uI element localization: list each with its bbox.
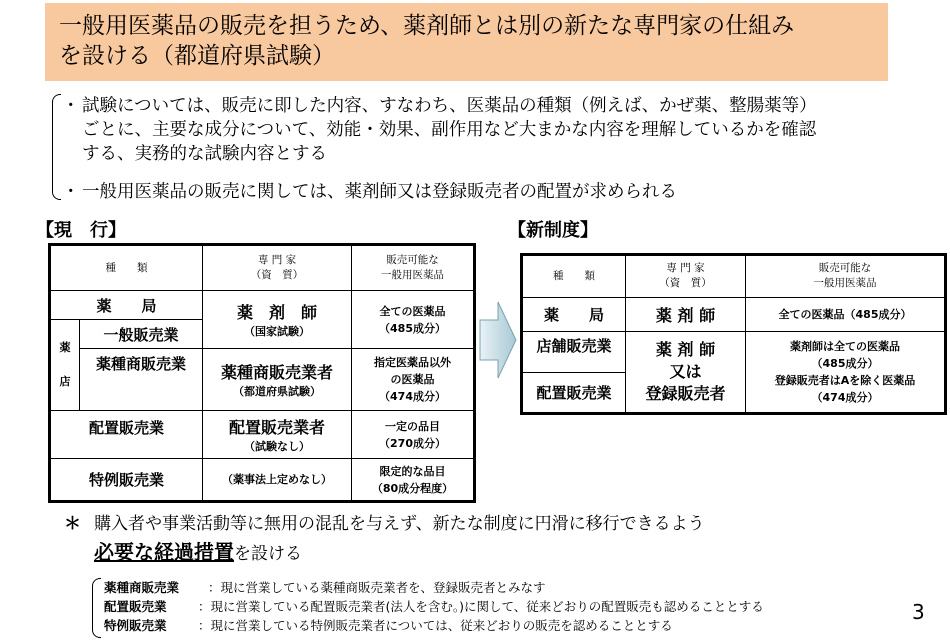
current-table <box>48 243 476 503</box>
transition-item: 薬種商販売業 ：現に営業している薬種商販売業者を、登録販売者とみなす <box>104 580 546 595</box>
transition-arrow-icon <box>478 300 518 380</box>
bullet-1-line-1: 試験については、販売に即した内容、すなわち、医薬品の種類（例えば、かぜ薬、整腸薬等） <box>82 96 817 116</box>
current-header-expert: 専 門 家 （資 質） <box>203 245 352 291</box>
note-suffix: を設ける <box>234 544 302 564</box>
bullets-brace <box>52 94 61 200</box>
current-sellable-drugstore: 指定医薬品以外 の医薬品 （474成分） <box>352 349 475 411</box>
current-header-type: 種 類 <box>50 245 203 291</box>
slide-title <box>45 3 888 81</box>
bullet-2 <box>62 180 922 204</box>
current-label: 【現 行】 <box>36 220 126 241</box>
new-table <box>520 253 947 415</box>
note-keyword: 必要な経過措置 <box>94 540 234 564</box>
current-sellable-special: 限定的な品目 （80成分程度） <box>352 459 475 502</box>
new-header-sellable: 販売可能な 一般用医薬品 <box>746 255 946 298</box>
current-row-special: 特例販売業 <box>50 459 203 502</box>
current-expert-drugstore: 薬種商販売業者 （都道府県試験） <box>203 349 352 411</box>
note-line-1: 購入者や事業活動等に無用の混乱を与えず、新たな制度に円滑に移行できるよう <box>94 514 705 534</box>
new-header-expert: 専 門 家 （資 質） <box>626 255 746 298</box>
transition-item: 特例販売業 ：現に営業している特例販売業者については、従来どおりの販売を認めることとする <box>104 618 673 633</box>
bullet-1-dot: ・ <box>62 96 80 116</box>
title-line-1: 一般用医薬品の販売を担うため、薬剤師とは別の新たな専門家の仕組み <box>59 13 795 39</box>
current-expert-special: （薬事法上定めなし） <box>203 459 352 502</box>
current-sellable-all: 全ての医薬品 （485成分） <box>352 291 475 349</box>
current-sellable-placement: 一定の品目 （270成分） <box>352 411 475 459</box>
bullet-2-dot: ・ <box>62 182 80 202</box>
transition-list <box>104 578 894 635</box>
bullet-2-line-1: 一般用医薬品の販売に関しては、薬剤師又は登録販売者の配置が求められる <box>82 182 677 202</box>
new-row-placement: 配置販売業 <box>522 373 626 414</box>
new-expert-merged: 薬 剤 師 又は 登録販売者 <box>626 332 746 414</box>
page-number: 3 <box>912 600 925 624</box>
new-label: 【新制度】 <box>508 220 598 241</box>
note-line-2 <box>94 540 302 566</box>
transitions-brace <box>92 578 101 638</box>
new-row-pharmacy: 薬 局 <box>522 297 626 332</box>
new-row-store-sales: 店舗販売業 <box>522 332 626 373</box>
transition-note <box>64 512 884 536</box>
current-row-pharmacy: 薬 局 <box>50 291 203 320</box>
title-line-2: を設ける（都道府県試験） <box>59 43 335 69</box>
new-header-type: 種 類 <box>522 255 626 298</box>
bullet-1-line-2: ごとに、主要な成分について、効能・効果、副作用など大まかな内容を理解しているかを確認 <box>82 120 817 140</box>
current-row-placement: 配置販売業 <box>50 411 203 459</box>
note-asterisk: ＊ <box>64 514 81 534</box>
new-expert-pharmacist: 薬 剤 師 <box>626 297 746 332</box>
current-store-side-label: 薬 店 <box>50 320 80 411</box>
transition-item: 配置販売業 ：現に営業している配置販売業者(法人を含む。)に関して、従来どおりの配置販売も認めることとする <box>104 599 764 614</box>
current-header-sellable: 販売可能な 一般用医薬品 <box>352 245 475 291</box>
bullet-1 <box>62 94 922 166</box>
new-sellable-all: 全ての医薬品（485成分） <box>746 297 946 332</box>
new-sellable-merged: 薬剤師は全ての医薬品 （485成分） 登録販売者はAを除く医薬品 （474成分） <box>746 332 946 414</box>
current-expert-placement: 配置販売業者 （試験なし） <box>203 411 352 459</box>
current-row-general-sales: 一般販売業 <box>80 320 203 349</box>
current-row-drugstore: 薬種商販売業 <box>80 349 203 411</box>
bullet-1-line-3: する、実務的な試験内容とする <box>82 144 327 164</box>
current-expert-pharmacist: 薬 剤 師 （国家試験） <box>203 291 352 349</box>
